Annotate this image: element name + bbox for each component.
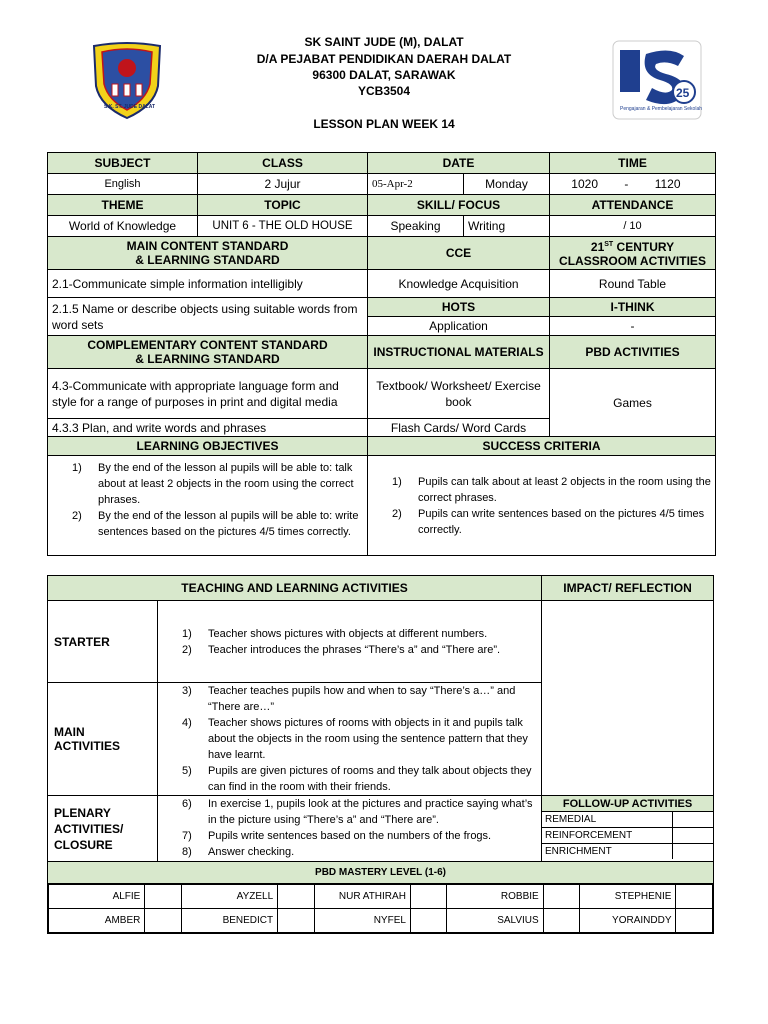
school-address: 96300 DALAT, SARAWAK [312,68,456,82]
complementary-standard-value: 4.3-Communicate with appropriate language form and style for a range of purposes in print and digital media [48,369,368,419]
list-number: 1) [72,462,82,474]
objectives-header: LEARNING OBJECTIVES [48,437,368,456]
mastery-level-input[interactable] [145,885,181,909]
pupil-name: ALFIE [49,885,145,909]
tla-header: TEACHING AND LEARNING ACTIVITIES [48,576,542,601]
pupil-name: ROBBIE [447,885,543,909]
list-number: 6) [182,798,192,810]
cce-value: Knowledge Acquisition [368,270,550,298]
mastery-level-input[interactable] [543,909,579,933]
skill-speaking: Speaking [368,216,464,237]
materials-value-2: Flash Cards/ Word Cards [368,419,550,437]
school-name: SK SAINT JUDE (M), DALAT [304,35,464,49]
followup-remedial: REMEDIAL [542,812,673,828]
starter-item [162,626,537,642]
pupil-name: BENEDICT [181,909,277,933]
list-text: Pupils are given pictures of rooms and they talk about objects they can find in the room with their friends. [208,765,532,793]
list-text: By the end of the lesson al pupils will be able to: talk about at least 2 objects in the room using the correct phrases. [98,462,354,506]
complementary-learning-value: 4.3.3 Plan, and write words and phrases [48,419,368,437]
subject-header: SUBJECT [48,153,198,174]
office-name: D/A PEJABAT PENDIDIKAN DAERAH DALAT [256,52,512,66]
materials-header: INSTRUCTIONAL MATERIALS [368,336,550,369]
date-value: 05-Apr-2 [368,174,464,195]
followup-cell [542,796,714,862]
pupil-name: AMBER [49,909,145,933]
skill-writing: Writing [464,216,550,237]
hots-value: Application [368,317,550,336]
list-number: 4) [182,717,192,729]
topic-header: TOPIC [198,195,368,216]
plenary-item [162,828,537,844]
ithink-header: I-THINK [550,298,716,317]
success-item [372,474,711,506]
plenary-item [162,796,537,828]
attendance-value: / 10 [550,216,716,237]
list-text: Teacher shows pictures of rooms with objects in it and pupils talk about the objects in the room using the sentence pattern that they have learnt. [208,717,528,761]
impact-cell [542,601,714,796]
logo-caption: Pengajaran & Pembelajaran Sekolah [620,106,702,112]
pbd-header: PBD ACTIVITIES [550,336,716,369]
objective-item [52,460,363,508]
main-activity-item [162,683,537,715]
main-activity-item [162,763,537,795]
mastery-level-input[interactable] [676,909,713,933]
mastery-level-input[interactable] [410,885,446,909]
starter-list [162,626,537,658]
theme-value: World of Knowledge [48,216,198,237]
main-activity-item [162,715,537,763]
success-header: SUCCESS CRITERIA [368,437,716,456]
activities-table [47,575,714,934]
date-header: DATE [368,153,550,174]
list-number: 7) [182,830,192,842]
plenary-cell [158,796,542,862]
list-number: 5) [182,765,192,777]
list-text: Pupils can talk about at least 2 objects in the room using the correct phrases. [418,475,711,504]
list-number: 1) [392,475,402,488]
logo-number: 25 [676,86,690,100]
ithink-value: - [550,317,716,336]
mastery-level-input[interactable] [278,909,314,933]
followup-table [542,796,713,859]
followup-enrichment: ENRICHMENT [542,844,673,860]
skill-header: SKILL/ FOCUS [368,195,550,216]
pupil-name: YORAINDDY [580,909,676,933]
list-text: Pupils write sentences based on the numbers of the frogs. [208,830,492,842]
plenary-label: PLENARY ACTIVITIES/ CLOSURE [48,796,158,862]
main-activities-cell [158,683,542,796]
pupil-name: NYFEL [314,909,410,933]
success-cell [368,456,716,556]
list-number: 2) [182,643,192,656]
pupil-name: NUR ATHIRAH [314,885,410,909]
followup-reinforcement: REINFORCEMENT [542,828,673,844]
list-number: 2) [392,507,402,520]
time-end: 1120 [654,177,681,191]
pupil-name: SALVIUS [447,909,543,933]
day-value: Monday [464,174,550,195]
materials-value-1: Textbook/ Worksheet/ Exercise book [368,369,550,419]
learning-standard-value: 2.1.5 Name or describe objects using suitable words from word sets [48,298,368,336]
21st-century-header: 21ST CENTURY CLASSROOM ACTIVITIES [550,237,716,270]
topic-value: UNIT 6 - THE OLD HOUSE [198,216,368,237]
hots-header: HOTS [368,298,550,317]
main-standard-value: 2.1-Communicate simple information intelligibly [48,270,368,298]
mastery-level-input[interactable] [145,909,181,933]
crest-text: S.K. ST. JUDE DALAT [104,104,156,110]
objectives-list [52,460,363,540]
cce-header: CCE [368,237,550,270]
attendance-header: ATTENDANCE [550,195,716,216]
impact-header: IMPACT/ REFLECTION [542,576,714,601]
pupil-name: AYZELL [181,885,277,909]
mastery-table [48,884,713,933]
class-header: CLASS [198,153,368,174]
subject-value: English [48,174,198,195]
list-text: In exercise 1, pupils look at the pictures and practice saying what’s in the picture using “There’s a” and “There are”. [208,798,533,826]
main-standard-header: MAIN CONTENT STANDARD & LEARNING STANDARD [48,237,368,270]
list-number: 8) [182,846,192,858]
21st-activity-value: Round Table [550,270,716,298]
main-activities-list [162,683,537,795]
class-value: 2 Jujur [198,174,368,195]
mastery-cell [48,884,714,934]
time-header: TIME [550,153,716,174]
followup-header: FOLLOW-UP ACTIVITIES [542,796,713,812]
mastery-header: PBD MASTERY LEVEL (1-6) [48,862,714,884]
starter-cell [158,601,542,683]
list-text: Teacher shows pictures with objects at different numbers. [208,627,488,640]
mastery-level-input[interactable] [676,885,713,909]
list-text: Teacher introduces the phrases “There’s a” and “There are”. [208,643,501,656]
success-list [372,474,711,538]
starter-label: STARTER [48,601,158,683]
complementary-standard-header: COMPLEMENTARY CONTENT STANDARD & LEARNING STANDARD [48,336,368,369]
lesson-plan-title: LESSON PLAN WEEK 14 [313,117,455,131]
lesson-plan-table [47,152,716,556]
list-text: Answer checking. [208,846,295,858]
theme-header: THEME [48,195,198,216]
objective-item [52,508,363,540]
starter-item [162,642,537,658]
list-number: 2) [72,510,82,522]
pbd-value: Games [550,369,716,437]
time-start: 1020 [571,177,598,191]
plenary-item [162,844,537,860]
time-value [550,174,716,195]
list-number: 1) [182,627,192,640]
list-text: Pupils can write sentences based on the pictures 4/5 times correctly. [418,507,705,536]
main-activities-label: MAIN ACTIVITIES [48,683,158,796]
plenary-list [162,796,537,860]
mastery-level-input[interactable] [410,909,446,933]
school-code: YCB3504 [357,84,411,98]
mastery-level-input[interactable] [543,885,579,909]
success-item [372,506,711,538]
list-number: 3) [182,685,192,697]
objectives-cell [48,456,368,556]
mastery-level-input[interactable] [278,885,314,909]
list-text: Teacher teaches pupils how and when to say “There’s a…” and “There are…” [208,685,516,713]
pupil-name: STEPHENIE [580,885,676,909]
time-dash: - [624,177,629,191]
list-text: By the end of the lesson al pupils will be able to: write sentences based on the pictures 4/5 times correctly. [98,510,359,538]
